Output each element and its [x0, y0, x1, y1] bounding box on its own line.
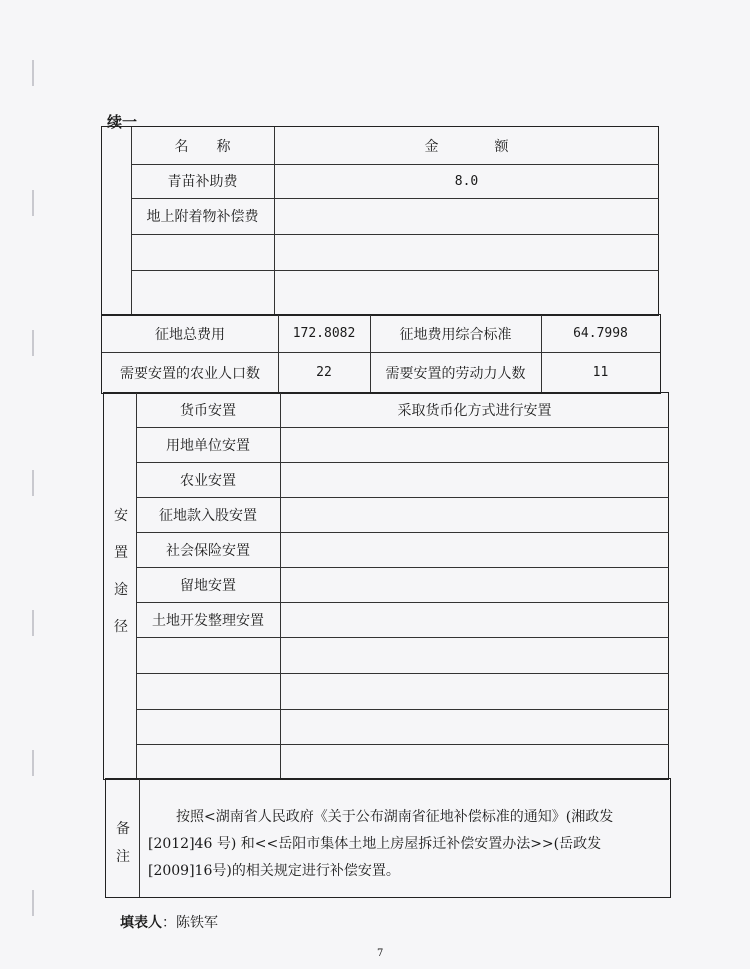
filler-label: 填表人: [120, 915, 162, 931]
header-amount: 金 额: [424, 138, 509, 155]
remarks-side-label: 备 注: [116, 821, 130, 865]
filler-name: ：陈铁军: [162, 915, 218, 931]
remarks-text: 按照<湖南省人民政府《关于公布湖南省征地补偿标准的通知》(湘政发[2012]46 号) 和<<岳阳市集体土地上房屋拆迁补偿安置办法>>(岳政发[2009]16号)的相关规定进行补偿安置。: [148, 809, 614, 879]
binding-mark: [32, 190, 34, 216]
resettlement-way: 农业安置: [180, 472, 236, 489]
labor-value: 11: [592, 365, 609, 380]
binding-mark: [32, 890, 34, 916]
item-name: 青苗补助费: [167, 174, 238, 190]
resettlement-way: 土地开发整理安置: [152, 612, 264, 629]
standard-value: 64.7998: [573, 326, 628, 341]
total-cost-label: 征地总费用: [155, 326, 225, 343]
form-filler: [120, 912, 218, 932]
labor-label: 需要安置的劳动力人数: [385, 365, 526, 382]
total-cost-value: 172.8082: [292, 326, 356, 341]
page-number: 7: [377, 948, 384, 959]
binding-mark: [32, 470, 34, 496]
resettlement-way: 征地款入股安置: [159, 507, 257, 524]
binding-mark: [32, 750, 34, 776]
resettlement-way: 社会保险安置: [166, 542, 250, 559]
resettlement-way: 留地安置: [180, 577, 236, 594]
binding-mark: [32, 60, 34, 86]
population-label: 需要安置的农业人口数: [120, 365, 260, 382]
header-name: 名 称: [174, 138, 231, 155]
resettlement-way: 货币安置: [180, 403, 236, 419]
resettlement-detail: 采取货币化方式进行安置: [397, 403, 552, 419]
item-amount: [274, 198, 659, 234]
binding-mark: [32, 330, 34, 356]
continued-label: 续一: [107, 113, 138, 131]
binding-mark: [32, 610, 34, 636]
resettlement-side-label: 安 置 途 径: [114, 508, 128, 635]
population-value: 22: [316, 365, 332, 380]
item-amount: 8.0: [454, 173, 479, 189]
resettlement-way: 用地单位安置: [166, 437, 250, 454]
item-name: 地上附着物补偿费: [146, 209, 259, 225]
standard-label: 征地费用综合标准: [399, 326, 512, 343]
